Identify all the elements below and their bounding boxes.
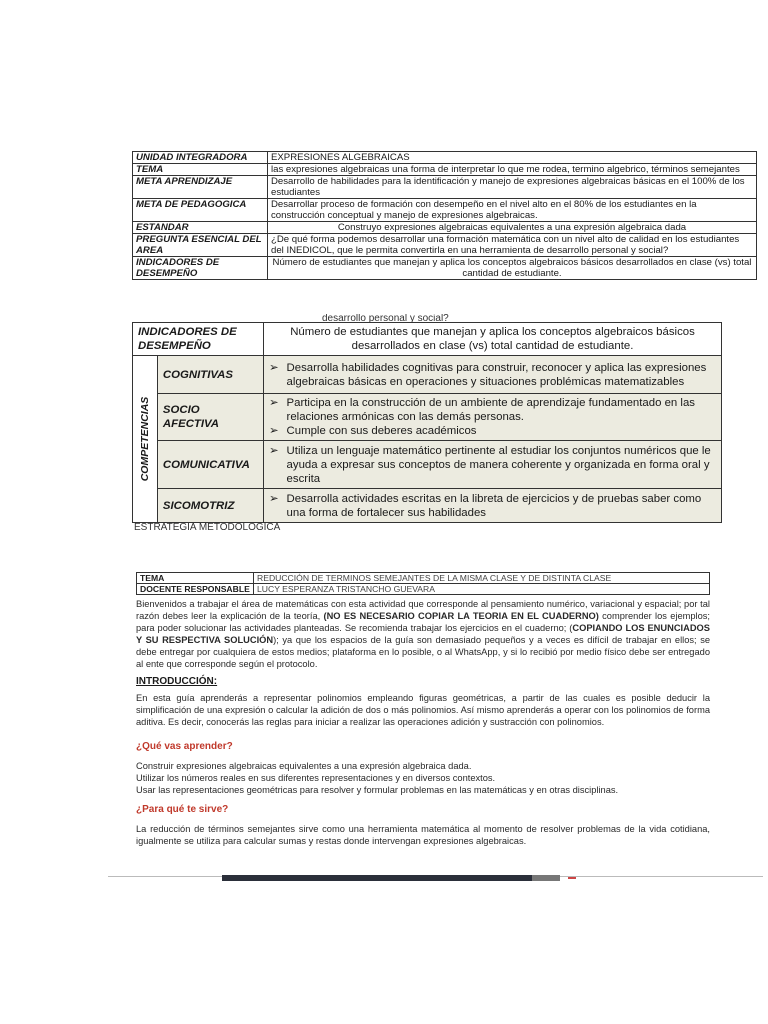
- row-key: PREGUNTA ESENCIAL DEL AREA: [133, 234, 268, 257]
- arrow-bullet-icon: ➢: [269, 444, 279, 457]
- row-key: META DE PEDAGOGICA: [133, 199, 268, 222]
- docente-label: DOCENTE RESPONSABLE: [137, 584, 254, 595]
- row-value: Construyo expresiones algebraicas equivalentes a una expresión algebraica dada: [268, 222, 757, 234]
- table-row: [133, 164, 757, 176]
- arrow-bullet-icon: ➢: [269, 425, 279, 437]
- row-key: INDICADORES DE DESEMPEÑO: [133, 257, 268, 280]
- welcome-bold-1: (NO ES NECESARIO COPIAR LA TEORIA EN EL CUADERNO): [323, 611, 599, 621]
- competency-description: [264, 394, 722, 441]
- q2-text: La reducción de términos semejantes sirve como una herramienta matemática al momento de resolver problemas de la vida cotidiana, igualmente se utiliza para calcular sumas y restas donde intervengan expresiones algebraicas.: [136, 824, 710, 846]
- competency-category: SICOMOTRIZ: [157, 489, 263, 523]
- table-row: [133, 234, 757, 257]
- arrow-bullet-icon: ➢: [269, 361, 279, 374]
- welcome-text-3: ); ya que los espacios de la guía son demasiado pequeños y a veces es difícil de trabajar en ellos; se debe entregar por cualquiera de estos medios; plataforma en lo posible, o al WhatsApp, y si lo recibió por medio físico debe ser entregado al ente que corresponde según el protocolo.: [136, 635, 711, 669]
- cut-image-strip: [222, 875, 547, 881]
- competency-category: COMUNICATIVA: [157, 441, 263, 489]
- welcome-text-2: comprender los ejemplos; para poder solucionar las actividades planteadas. Se recomienda trabajar los ejercicios en el cuaderno; (: [136, 611, 710, 633]
- docente-value: LUCY ESPERANZA TRISTANCHO GUEVARA: [254, 584, 710, 595]
- list-item: [269, 492, 716, 520]
- table-row: [133, 199, 757, 222]
- item-text: Cumple con sus deberes académicos: [286, 425, 477, 437]
- item-text: Participa en la construcción de un ambiente de aprendizaje fundamentado en las relaciones armónicas con las demás personas.: [286, 397, 695, 423]
- competency-category: COGNITIVAS: [157, 356, 263, 394]
- intro-heading: INTRODUCCIÓN:: [136, 676, 218, 687]
- row-key: META APRENDIZAJE: [133, 176, 268, 199]
- competencias-text: COMPETENCIAS: [138, 396, 151, 482]
- competency-description: [264, 356, 722, 394]
- row-value: Número de estudiantes que manejan y aplica los conceptos algebraicos básicos desarrollados en clase (vs) total cantidad de estudiante.: [268, 257, 757, 280]
- row-key: UNIDAD INTEGRADORA: [133, 152, 268, 164]
- competencias-label: [133, 356, 158, 523]
- q2-heading: ¿Para qué te sirve?: [136, 804, 229, 815]
- list-item: [269, 361, 716, 389]
- competency-row: [133, 489, 722, 523]
- indicadores-value: Número de estudiantes que manejan y aplica los conceptos algebraicos básicos desarrollados en clase (vs) total cantidad de estudiante.: [264, 323, 722, 356]
- welcome-paragraph: [136, 598, 710, 670]
- row-value: EXPRESIONES ALGEBRAICAS: [268, 152, 757, 164]
- guide-section: [136, 572, 710, 847]
- tema-table: [136, 572, 710, 595]
- q1-heading: ¿Qué vas aprender?: [136, 741, 233, 752]
- competency-row: [133, 441, 722, 489]
- competency-row: [133, 394, 722, 441]
- competency-row: [133, 356, 722, 394]
- item-text: Utiliza un lenguaje matemático pertinente al estudiar los conjuntos numéricos que le ayuda a expresar sus conceptos de manera coherente y organizada en forma oral y escrita: [286, 444, 711, 485]
- row-value: ¿De qué forma podemos desarrollar una formación matemática con un nivel alto de calidad en los estudiantes del INEDICOL, que le permita convertirla en una herramienta de desarrollo personal y social?: [268, 234, 757, 257]
- tema-value: REDUCCIÓN DE TERMINOS SEMEJANTES DE LA MISMA CLASE Y DE DISTINTA CLASE: [254, 573, 710, 584]
- competency-category: SOCIO AFECTIVA: [157, 394, 263, 441]
- arrow-bullet-icon: ➢: [269, 397, 279, 409]
- row-key: ESTANDAR: [133, 222, 268, 234]
- row-key: TEMA: [133, 164, 268, 176]
- list-item: Utilizar los números reales en sus diferentes representaciones y en diversos contextos.: [136, 773, 496, 783]
- welcome-bold-2: COPIANDO LOS ENUNCIADOS Y SU RESPECTIVA SOLUCIÓN: [136, 623, 710, 645]
- item-text: Desarrolla actividades escritas en la libreta de ejercicios y de pruebas saber como una forma de fortalecer sus habilidades: [286, 492, 702, 519]
- tema-label: TEMA: [137, 573, 254, 584]
- list-item: [269, 444, 716, 486]
- list-item: [269, 424, 716, 438]
- intro-text: En esta guía aprenderás a representar polinomios empleando figuras geométricas, a partir de las cuales es posible deducir la simplificación de una expresión o calcular la adición de dos o más polinomios. Así mismo aprenderás a operar con los polinomios de forma aditiva. Es decir, conocerás las reglas para iniciar a realizar las operaciones adición y sustracción con polinomios.: [136, 693, 710, 727]
- competency-description: [264, 489, 722, 523]
- competencies-table: [132, 314, 722, 530]
- row-value: Desarrollar proceso de formación con desempeño en el nivel alto en el 80% de los estudiantes en la construcción conceptual y manejo de expresiones algebraicas.: [268, 199, 757, 222]
- welcome-text-1: Bienvenidos a trabajar el área de matemáticas con esta actividad que corresponde al pensamiento numérico, variacional y espacial; por tal razón debes leer la explicación de la teoría,: [136, 599, 710, 621]
- list-item: [269, 396, 716, 424]
- item-text: Desarrolla habilidades cognitivas para construir, reconocer y aplica las expresiones algebraicas básicas en operaciones y situaciones problémicas matematizables: [286, 361, 707, 388]
- cut-text-bottom: ESTRATEGIA METODOLOGICA: [134, 523, 281, 530]
- q1-list: [136, 760, 710, 796]
- table-row: [133, 176, 757, 199]
- competency-description: [264, 441, 722, 489]
- row-value: las expresiones algebraicas una forma de interpretar lo que me rodea, termino algebrico, términos semejantes: [268, 164, 757, 176]
- list-item: Construir expresiones algebraicas equivalentes a una expresión algebraica dada.: [136, 761, 472, 771]
- list-item: Usar las representaciones geométricas para resolver y formular problemas en las matemáticas y en otras disciplinas.: [136, 785, 619, 795]
- unit-info-table: [132, 151, 757, 280]
- cut-image-strip-2: [532, 875, 560, 881]
- table-row: [133, 152, 757, 164]
- cut-text-top: desarrollo personal y social?: [322, 314, 449, 322]
- indicadores-label: INDICADORES DE DESEMPEÑO: [133, 323, 264, 356]
- cut-image-mark: [568, 877, 576, 879]
- table-row: [133, 222, 757, 234]
- row-value: Desarrollo de habilidades para la identificación y manejo de expresiones algebraicas básicas en el 100% de los estudiantes: [268, 176, 757, 199]
- table-row: [133, 257, 757, 280]
- arrow-bullet-icon: ➢: [269, 492, 279, 505]
